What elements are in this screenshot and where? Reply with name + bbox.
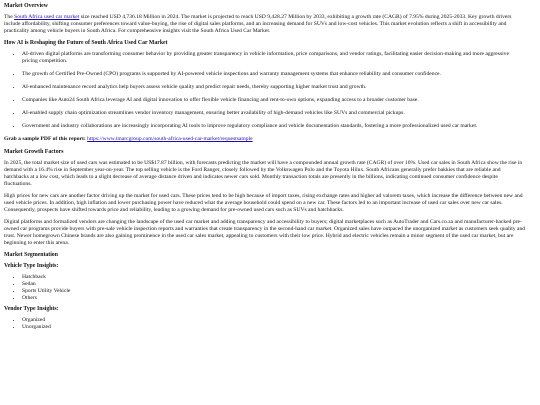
growth-paragraph: In 2025, the total market size of used cars was estimated to be US$17.87 billion, with forecasts predicting the market will have a compounded annual growth rate (CAGR) of over 10%. Used car sales in South Africa show the rise in demand with a 16.4% rise in September year-on-year. The top selling vehicle is the Ford Ranger, closely followed by the Volkswagen Polo and the Toyota Hilux. South Africans generally prefer bakkies that are reliable and hatchbacks at a low cost, which leads to a slight decrease of average distance driven and indicates newer cars sold. Monthly transaction totals are presently in the billions, indicating continued consumer confidence despite fluctuations. [4, 160, 523, 187]
list-item: • Companies like Auto24 South Africa leverage AI and digital innovation to offer flexible vehicle financing and rent-to-own options, expanding access to a broader customer base. [22, 97, 526, 104]
list-item: • Hatchback [22, 274, 526, 281]
sample-pdf-line [4, 136, 526, 143]
list-item: • AI-enabled supply chain optimization streamlines vendor inventory management, ensuring better availability of high-demand vehicles like SUVs and commercial pickups. [22, 110, 526, 117]
vehicle-type-heading: Vehicle Type Insights: [4, 263, 59, 269]
sample-pdf-link[interactable]: https://www.imarcgroup.com/south-africa-used-car-market/requestsample [87, 136, 253, 142]
overview-intro-pre: The [4, 14, 15, 20]
list-item: • The growth of Certified Pre-Owned (CPO) programs is supported by AI-powered vehicle inspections and warranty management systems that enhance reliability and consumer confidence. [22, 71, 526, 78]
vendor-type-list [4, 317, 526, 331]
list-item: • Sports Utility Vehicle [22, 288, 526, 295]
list-item: • AI-enhanced maintenance record analytics help buyers assess vehicle quality and predict repair needs, thereby supporting higher market trust and growth. [22, 84, 526, 91]
list-item: • Organized [22, 317, 526, 324]
south-africa-used-car-market-link[interactable]: South Africa used car market [14, 14, 80, 20]
ai-section-heading: How AI is Reshaping the Future of South Africa Used Car Market [4, 40, 168, 46]
growth-paragraph: Digital platforms and formalized vendors are changing the landscape of the used car market and adding transparency and accessibility to buyers; digital marketplaces such as AutoTrader and Cars.co.za and manufacturer-backed pre-owned car programs provide buyers with pre-sale vehicle inspection reports and warranties that create transparency in the second-hand car market. Organized sales have outpaced the unorganized market as customers seek quality and trust. Newer homegrown Chinese brands are also gaining prominence in the used car sales market, appealing to customers with their low price. Hybrid and electric vehicles remain a minor segment of the used car market, but are beginning to enter this arena. [4, 219, 526, 246]
vendor-type-heading: Vendor Type Insights: [4, 306, 59, 312]
market-segmentation-heading: Market Segmentation [4, 252, 58, 258]
list-item: • Others [22, 295, 526, 302]
list-item: • Unorganized [22, 324, 526, 331]
vehicle-type-list [4, 274, 526, 302]
market-growth-heading: Market Growth Factors [4, 149, 64, 155]
list-item: • AI-driven digital platforms are transforming consumer behavior by providing greater transparency in vehicle information, price comparisons, and vendor ratings, facilitating easier decision-making and more aggressive pricing competition. [22, 51, 526, 65]
overview-intro-post: size reached USD 4,736.18 Million in 2024. The market is projected to reach USD 9,428.27 Million by 2033, exhibiting a growth rate (CAGR) of 7.95% during 2025-2033. Key growth drivers include affordability, shifting consumer preferences toward value-buying, the rise of digital sales platforms, and an increasing demand for SUVs and low-cost vehicles. This market evolution reflects a shift in accessibility and practicality among vehicle buyers in South Africa. For comprehensive insights visit the South Africa Used Car Market. [4, 14, 512, 34]
list-item: • Sedan [22, 281, 526, 288]
list-item: • Government and industry collaborations are increasingly incorporating AI tools to improve regulatory compliance and vehicle documentation standards, fostering a more professionalized used car market. [22, 123, 526, 130]
market-overview-heading: Market Overview [4, 3, 48, 9]
ai-impact-list [4, 51, 526, 130]
sample-pdf-label: Grab a sample PDF of this report: [4, 136, 86, 142]
growth-paragraph: High prices for new cars are another factor driving up the market for used cars. These prices tend to be high because of import taxes, rising exchange rates and higher ad valorem taxes, which increase the difference between new and used vehicle prices. In addition, high inflation and lower purchasing power have reduced what the average household could spend on a new car. These factors led to an important increase of used car sales over new car sales. Consequently, prospects have shifted towards price and reliability, leading to a growing demand for pre-owned used cars such as SUVs and hatchbacks. [4, 193, 523, 213]
market-overview-paragraph [4, 14, 526, 35]
